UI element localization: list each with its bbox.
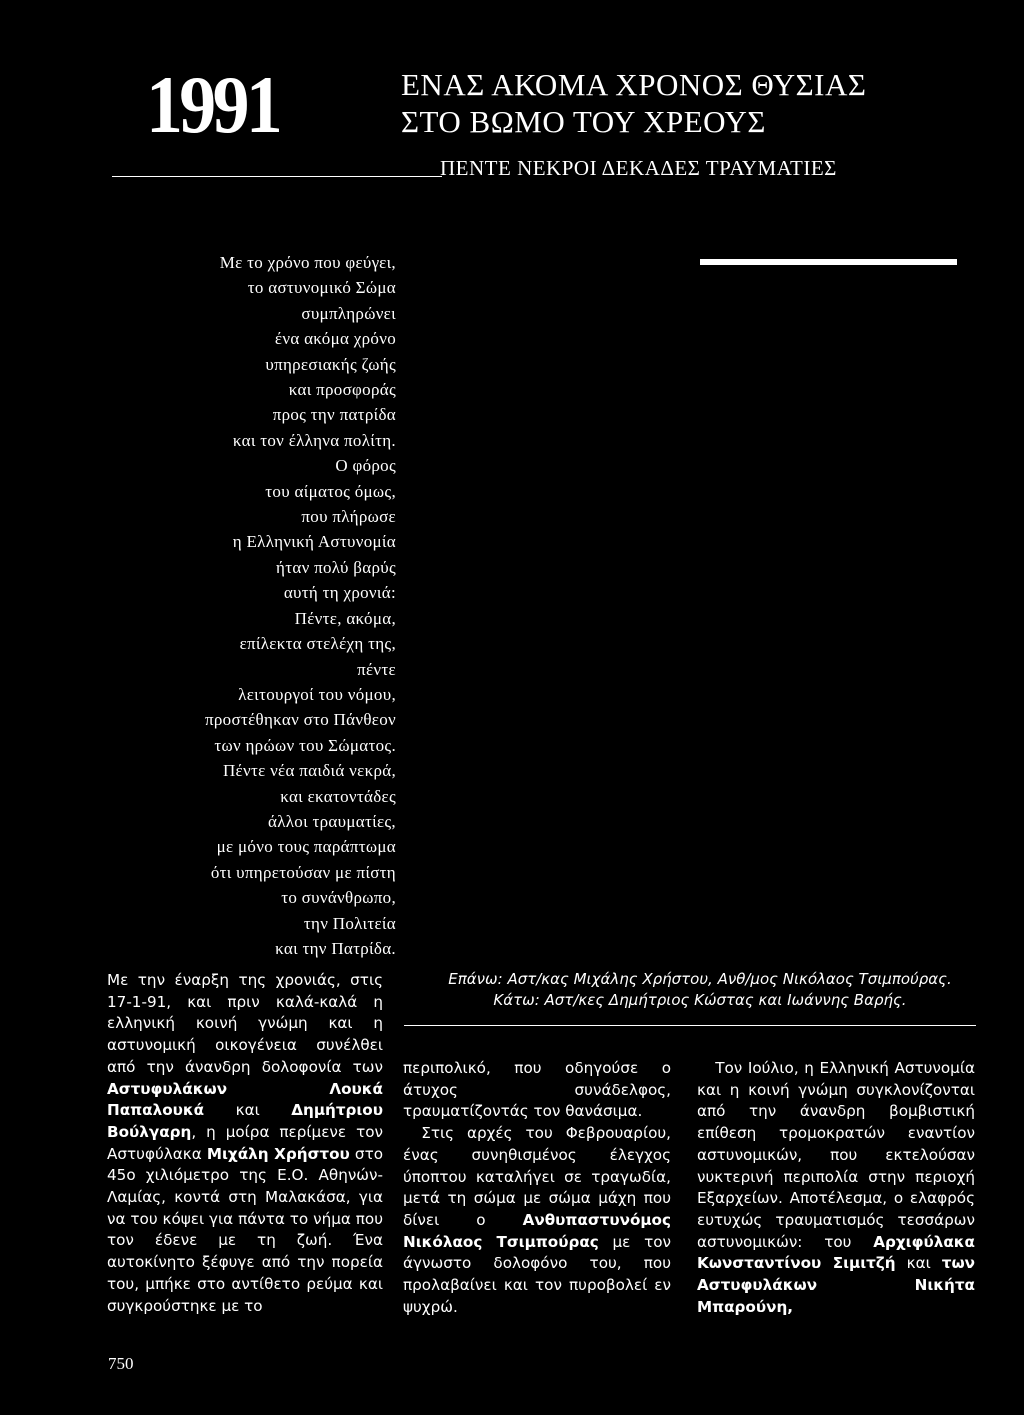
title-line-2: ΣΤΟ ΒΩΜΟ ΤΟΥ ΧΡΕΟΥΣ	[401, 104, 766, 139]
photo-strip	[700, 259, 957, 265]
poem-line: των ηρώων του Σώματος.	[214, 735, 396, 755]
text-run: στο 45ο χιλιόμετρο της Ε.Ο. Αθηνών-Λαμίας, κοντά στη Μαλακάσα, για να του κόψει για πάντα το νήμα που τον έδενε με τη ζωή. Ένα αυτοκίνητο ξέφυγε από την πορεία του, μπήκε στο αντίθετο ρεύμα και συγκρούστηκε με το	[107, 1144, 383, 1315]
column-3-paragraph	[697, 1058, 975, 1318]
poem-line: προς την πατρίδα	[272, 405, 396, 425]
bold-name: των Αστυφυλάκων Νικήτα Μπαρούνη,	[697, 1254, 975, 1316]
poem-line: του αίματος όμως,	[265, 481, 396, 501]
poem-line: συμπληρώνει	[301, 303, 396, 323]
poem-line: και τον έλληνα πολίτη.	[232, 430, 396, 450]
poem-line: το συνάνθρωπο,	[281, 888, 396, 908]
title-line-1: ΕΝΑΣ ΑΚΟΜΑ ΧΡΟΝΟΣ ΘΥΣΙΑΣ	[401, 67, 867, 102]
year-heading: 1991	[146, 59, 280, 150]
header-rule	[112, 176, 442, 177]
text-run: και	[204, 1101, 292, 1120]
text-run: και	[895, 1254, 942, 1273]
caption-line-1: Επάνω: Αστ/κας Μιχάλης Χρήστου, Ανθ/μος Νικόλαος Τσιμπούρας.	[448, 970, 952, 988]
poem-line: ένα ακόμα χρόνο	[274, 329, 396, 349]
text-run: με τον άγνωστο δολοφόνο του, που προλαβαίνει και τον πυροβολεί εν ψυχρώ.	[403, 1232, 671, 1316]
column-1-paragraph	[107, 970, 383, 1317]
poem-line: άλλοι τραυματίες,	[267, 811, 396, 831]
poem-line: που πλήρωσε	[301, 507, 396, 527]
column-2-paragraph-2	[403, 1123, 671, 1318]
caption-rule	[404, 1025, 976, 1026]
poem-line: Πέντε νέα παιδιά νεκρά,	[222, 761, 396, 781]
caption-line-2: Κάτω: Αστ/κες Δημήτριος Κώστας και Ιωάννης Βαρής.	[493, 991, 907, 1009]
page-number: 750	[108, 1354, 134, 1373]
poem-line: αυτή τη χρονιά:	[283, 583, 396, 603]
poem-line: την Πολιτεία	[303, 913, 396, 933]
poem-line: και προσφοράς	[288, 380, 396, 400]
text-run: Με την έναρξη της χρονιάς, στις 17-1-91, και πριν καλά-καλά η ελληνική κοινή γνώμη και η αστυνομική οικογένεια συνέλθει από την άνανδρη δολοφονία των	[107, 971, 383, 1076]
poem-line: ήταν πολύ βαρύς	[276, 557, 396, 577]
poem-line: Ο φόρος	[335, 456, 396, 476]
poem-line: το αστυνομικό Σώμα	[247, 278, 396, 298]
bold-name: Δημήτριου Βούλγαρη	[107, 1101, 383, 1141]
poem-line: υπηρεσιακής ζωής	[265, 354, 396, 374]
article-column-3	[697, 1058, 975, 1318]
photo-caption	[420, 969, 980, 1011]
poem-line: ότι υπηρετούσαν με πίστη	[210, 862, 396, 882]
text-run: Στις αρχές του Φεβρουαρίου, ένας συνηθισμένος έλεγχος ύποπτου καταλήγει σε τραγωδία, μετά τη σώμα με σώμα μάχη που δίνει ο	[403, 1124, 671, 1229]
text-run: Τον Ιούλιο, η Ελληνική Αστυνομία και η κοινή γνώμη συγκλονίζονται από την άνανδρη βομβιστική επίθεση τρομοκρατών εναντίον αστυνομικών, που εκτελούσαν νυκτερινή περιπολία στην περιοχή Εξαρχείων. Αποτέλεσμα, ο ελαφρός ευτυχώς τραυματισμός τεσσάρων αστυνομικών: του	[697, 1059, 975, 1251]
poem-line: και την Πατρίδα.	[275, 938, 396, 958]
text-run: , η μοίρα περίμενε τον Αστυφύλακα	[107, 1122, 383, 1163]
poem-line: και εκατοντάδες	[280, 786, 396, 806]
poem-line: Πέντε, ακόμα,	[294, 608, 396, 628]
column-2-paragraph-1: περιπολικό, που οδηγούσε ο άτυχος συνάδελφος, τραυματίζοντάς τον θανάσιμα.	[403, 1059, 671, 1121]
article-column-1	[107, 970, 383, 1317]
article-subtitle: ΠΕΝΤΕ ΝΕΚΡΟΙ ΔΕΚΑΔΕΣ ΤΡΑΥΜΑΤΙΕΣ	[440, 156, 837, 180]
article-title	[401, 66, 866, 140]
article-column-2	[403, 1058, 671, 1318]
poem-line: με μόνο τους παράπτωμα	[216, 837, 396, 857]
bold-name: Αρχιφύλακα Κωνσταντίνου Σιμιτζή	[697, 1232, 975, 1273]
poem-line: η Ελληνική Αστυνομία	[232, 532, 396, 552]
bold-name: Αστυφυλάκων Λουκά Παπαλουκά	[107, 1079, 383, 1120]
poem-line: λειτουργοί του νόμου,	[238, 684, 396, 704]
intro-poem	[116, 250, 396, 961]
bold-name: Μιχάλη Χρήστου	[206, 1144, 350, 1163]
poem-line: Με το χρόνο που φεύγει,	[219, 253, 396, 272]
poem-line: προστέθηκαν στο Πάνθεον	[205, 710, 396, 730]
poem-line: πέντε	[357, 659, 396, 679]
poem-line: επίλεκτα στελέχη της,	[239, 634, 396, 654]
bold-name: Ανθυπαστυνόμος Νικόλαος Τσιμπούρας	[403, 1210, 671, 1251]
